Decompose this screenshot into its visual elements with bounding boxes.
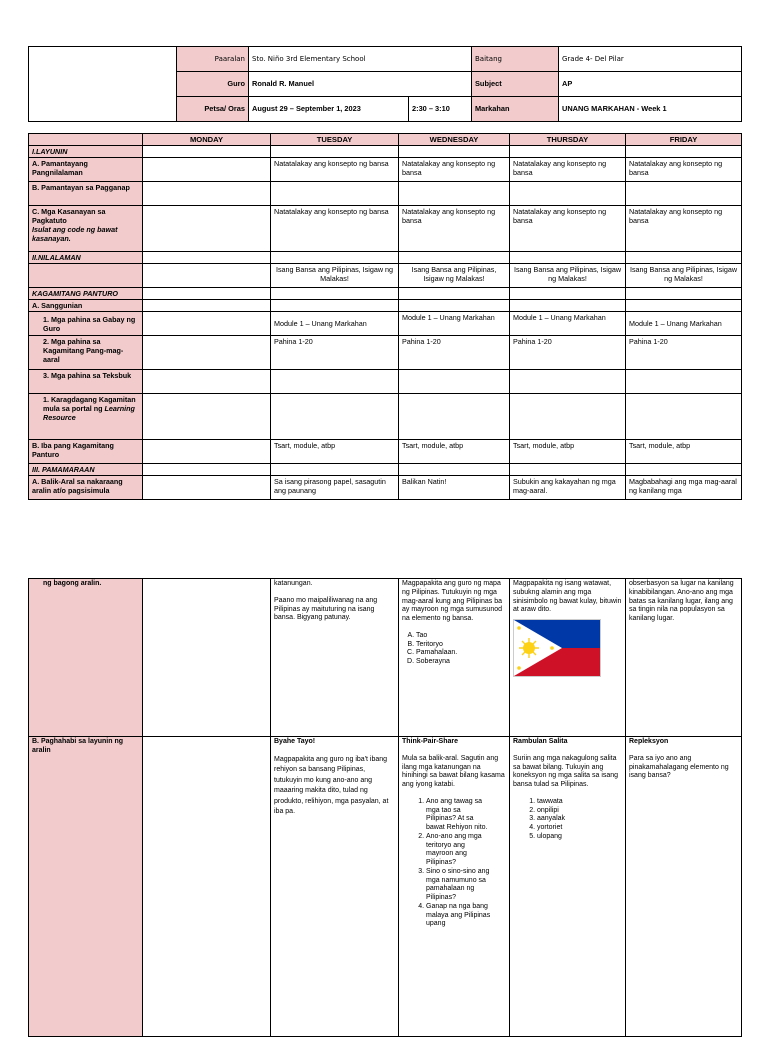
kagamitan-heading: KAGAMITANG PANTURO	[29, 288, 143, 300]
baitang-label: Baitang	[472, 47, 559, 72]
balik-thursday: Subukin ang kakayahan ng mga mag-aaral.	[510, 476, 626, 500]
sanggunian-label: A. Sanggunian	[29, 300, 143, 312]
layunin-heading: I.LAYUNIN	[29, 146, 143, 158]
pamamaraan-heading: III. PAMAMARAAN	[29, 464, 143, 476]
iba-pang-kagamitan-label: B. Iba pang Kagamitang Panturo	[29, 440, 143, 464]
flag-star-top	[517, 626, 521, 630]
tanong-list: 1. Ano ang tawag sa mga tao sa Pilipinas? At sa bawat Rehiyon nito. 2. Ano-ano ang mga teritoryo ang mayroon ang Pilipinas? 3. Sino o sino-sino ang mga namumuno sa pamahalaan ng Pilipinas? 4. Ganap na nga bang malaya ang Pilipinas upang	[402, 798, 506, 929]
balik-wednesday: Balikan Natin!	[399, 476, 510, 500]
p2-wednesday-1: Magpapakita ang guro ng mapa ng Pilipinas. Tutukuyin ng mga mag-aaral kung ang Pilipinas ba ay mayroon ng mga sumusunod na elemento ng bansa. A. Tao B. Teritoryo C. Pamahalaan. D. Soberayna	[399, 579, 510, 737]
module-thursday: Module 1 – Unang Markahan	[510, 312, 626, 336]
p2-wednesday-2: Think-Pair-Share Mula sa balik-aral. Sagutin ang ilang mga katanungan na hinihingi sa bawat bilang kasama ang iyong katabi. 1. Ano ang tawag sa mga tao sa Pilipinas? At sa bawat Rehiyon nito. 2. Ano-ano ang mga teritoryo ang mayroon ang Pilipinas? 3. Sino o sino-sino ang mga namumuno sa pamahalaan ng Pilipinas? 4. Ganap na nga bang malaya ang Pilipinas upang	[399, 737, 510, 1037]
pahina-thursday: Pahina 1-20	[510, 336, 626, 370]
balik-tuesday: Sa isang pirasong papel, sasagutin ang paunang	[271, 476, 399, 500]
nilalaman-friday: Isang Bansa ang Pilipinas, Isigaw ng Malakas!	[626, 264, 742, 288]
elemento-list: A. Tao B. Teritoryo C. Pamahalaan. D. Soberayna	[402, 632, 506, 667]
flag-svg	[514, 620, 600, 676]
tsart-thursday: Tsart, module, atbp	[510, 440, 626, 464]
tsart-tuesday: Tsart, module, atbp	[271, 440, 399, 464]
logo-cell	[29, 47, 177, 122]
lesson-plan-table-continued	[28, 578, 742, 1037]
pamantayan-sa-pagganap-label: B. Pamantayan sa Pagganap	[29, 182, 143, 206]
markahan-label: Markahan	[472, 97, 559, 122]
pahina-tuesday: Pahina 1-20	[271, 336, 399, 370]
nilalaman-tuesday: Isang Bansa ang Pilipinas, Isigaw ng Malakas!	[271, 264, 399, 288]
nilalaman-thursday: Isang Bansa ang Pilipinas, Isigaw ng Malakas!	[510, 264, 626, 288]
day-header-monday: MONDAY	[143, 134, 271, 146]
subject-label: Subject	[472, 72, 559, 97]
karagdagang-kagamitan-label: 1. Karagdagang Kagamitan mula sa portal ng Learning Resource	[29, 394, 143, 440]
c-cell-friday: Natatalakay ang konsepto ng bansa	[626, 206, 742, 252]
repleksyon-title: Repleksyon	[629, 738, 669, 745]
pahina-friday: Pahina 1-20	[626, 336, 742, 370]
guro-value: Ronald R. Manuel	[249, 72, 472, 97]
paaralan-label: Paaralan	[177, 47, 249, 72]
kagamitang-pangmagaaral-label: 2. Mga pahina sa Kagamitang Pang-mag-aaral	[29, 336, 143, 370]
lesson-plan-table	[28, 133, 742, 500]
module-friday: Module 1 – Unang Markahan	[626, 312, 742, 336]
byahe-title: Byahe Tayo!	[274, 738, 316, 745]
kasanayan-label-cell	[29, 206, 143, 252]
baitang-value: Grade 4- Del Pilar	[559, 47, 742, 72]
a-cell-thursday: Natatalakay ang konsepto ng bansa	[510, 158, 626, 182]
corner-cell	[29, 134, 143, 146]
teksbuk-label: 3. Mga pahina sa Teksbuk	[29, 370, 143, 394]
pahina-wednesday: Pahina 1-20	[399, 336, 510, 370]
c-cell-thursday: Natatalakay ang konsepto ng bansa	[510, 206, 626, 252]
tsart-wednesday: Tsart, module, atbp	[399, 440, 510, 464]
paghahabi-label: B. Paghahabi sa layunin ng aralin	[29, 737, 143, 1037]
flag-sun-rays	[519, 638, 539, 658]
kasanayan-label: C. Mga Kasanayan sa Pagkatuto	[32, 207, 106, 226]
day-header-thursday: THURSDAY	[510, 134, 626, 146]
subject-value: AP	[559, 72, 742, 97]
p2-thursday-1: Magpapakita ng isang watawat, subukng alamin ang mga sinisimbolo ng bawat kulay, bituwin at araw dito.	[510, 579, 626, 737]
header-table	[28, 46, 742, 122]
think-pair-share-title: Think-Pair-Share	[402, 738, 459, 745]
p2-friday-1: obserbasyon sa lugar na kanilang kinabibilangan. Ano-ano ang mga batas sa kanilang lugar, ilang ang sa tingin nila na populasyon sa kanilang lugar.	[626, 579, 742, 737]
paaralan-value: Sto. Niño 3rd Elementary School	[249, 47, 472, 72]
c-cell-tuesday: Natatalakay ang konsepto ng bansa	[271, 206, 399, 252]
flag-star-bottom	[517, 666, 521, 670]
pamantayang-pangnilalaman-label: A. Pamantayang Pangnilalaman	[29, 158, 143, 182]
day-header-wednesday: WEDNESDAY	[399, 134, 510, 146]
rambulan-title: Rambulan Salita	[513, 738, 568, 745]
nilalaman-heading: II.NILALAMAN	[29, 252, 143, 264]
a-cell-friday: Natatalakay ang konsepto ng bansa	[626, 158, 742, 182]
p2-thursday-2: Rambulan Salita Suriin ang mga nakagulong salita sa bawat bilang. Tukuyin ang koneksyon ng mga salita sa isang bansa tulad sa Pilipinas. 1. tawwata 2. onpilipi 3. aanyalak 4. yortoriet 5. ulopang	[510, 737, 626, 1037]
petsa-label: Petsa/ Oras	[177, 97, 249, 122]
nilalaman-wednesday: Isang Bansa ang Pilipinas, Isigaw ng Malakas!	[399, 264, 510, 288]
petsa-value: August 29 – September 1, 2023	[249, 97, 409, 122]
a-cell-tuesday: Natatalakay ang konsepto ng bansa	[271, 158, 399, 182]
philippine-flag-image	[513, 619, 601, 677]
oras-value: 2:30 – 3:10	[409, 97, 472, 122]
p2-friday-2: Repleksyon Para sa iyo ano ang pinakamahalagang elemento ng isang bansa?	[626, 737, 742, 1037]
p2-tuesday-2: Byahe Tayo! Magpapakita ang guro ng iba't ibang rehiyon sa bansang Pilipinas, tutukuyin mo kung ano-ano ang maaaring makita dito, tulad ng produkto, relihiyon, mga pasyalan, at iba pa.	[271, 737, 399, 1037]
bagong-aralin-label: ng bagong aralin.	[29, 579, 143, 737]
module-tuesday: Module 1 – Unang Markahan	[271, 312, 399, 336]
c-cell-wednesday: Natatalakay ang konsepto ng bansa	[399, 206, 510, 252]
markahan-value: UNANG MARKAHAN - Week 1	[559, 97, 742, 122]
day-header-friday: FRIDAY	[626, 134, 742, 146]
flag-star-right	[550, 646, 554, 650]
a-cell-wednesday: Natatalakay ang konsepto ng bansa	[399, 158, 510, 182]
balik-aral-label: A. Balik-Aral sa nakaraang aralin at/o pagsisimula	[29, 476, 143, 500]
kasanayan-note: Isulat ang code ng bawat kasanayan.	[32, 225, 118, 244]
day-header-tuesday: TUESDAY	[271, 134, 399, 146]
module-wednesday: Module 1 – Unang Markahan	[399, 312, 510, 336]
balik-friday: Magbabahagi ang mga mag-aaral ng kanilang mga	[626, 476, 742, 500]
salita-list: 1. tawwata 2. onpilipi 3. aanyalak 4. yortoriet 5. ulopang	[513, 798, 622, 842]
guro-label: Guro	[177, 72, 249, 97]
gabay-guro-label: 1. Mga pahina sa Gabay ng Guro	[29, 312, 143, 336]
tsart-friday: Tsart, module, atbp	[626, 440, 742, 464]
p2-tuesday-1: katanungan. Paano mo maipaliliwanag na ang Pilipinas ay maituturing na isang bansa. Bigyang patunay.	[271, 579, 399, 737]
